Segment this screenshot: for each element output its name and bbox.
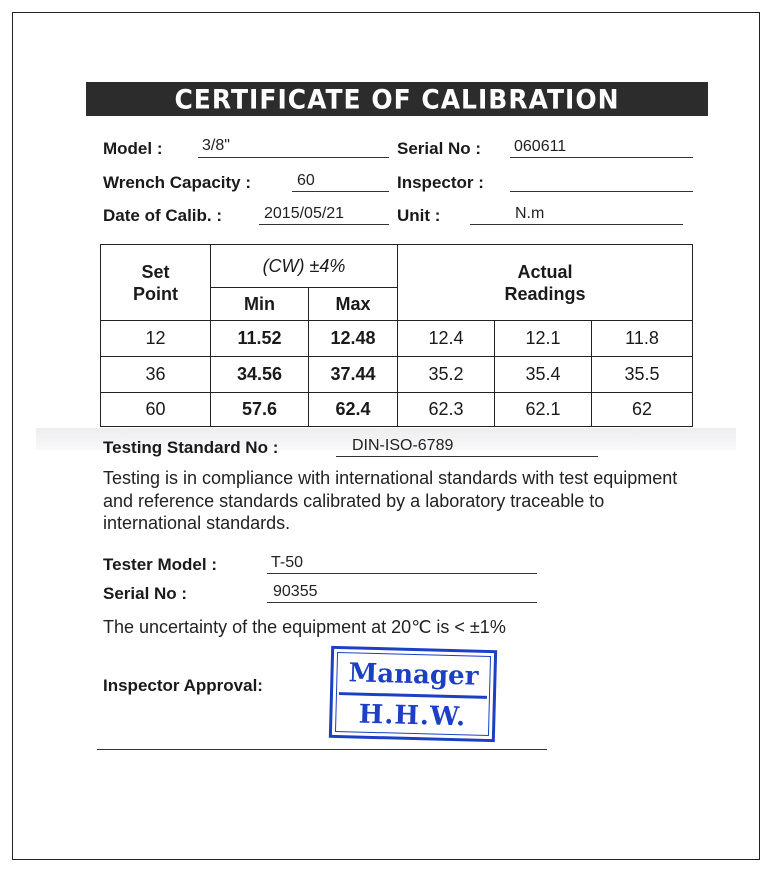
inspector-underline (510, 191, 693, 192)
tester-serial-label: Serial No : (103, 584, 188, 603)
date-value: 2015/05/21 (264, 205, 345, 222)
inspector-label: Inspector : (397, 173, 484, 192)
min-header: Min (211, 288, 309, 321)
reading-cell: 12.4 (398, 321, 495, 357)
unit-value: N.m (515, 205, 545, 222)
testing-standard-underline (336, 456, 598, 457)
title-banner (86, 82, 708, 116)
serial-underline (510, 157, 693, 158)
max-cell: 37.44 (309, 357, 398, 393)
set-point-header (101, 245, 211, 321)
set-point-cell: 12 (101, 321, 211, 357)
actual-header-line1: Actual (517, 261, 573, 282)
calibration-table (100, 244, 693, 427)
tester-model-label: Tester Model : (103, 555, 217, 574)
serial-label: Serial No : (397, 139, 482, 158)
stamp-initials: H.H.W. (358, 699, 467, 732)
reading-cell: 62 (592, 393, 693, 427)
reading-cell: 62.1 (495, 393, 592, 427)
set-point-header-line1: Set (141, 261, 170, 282)
model-value: 3/8" (202, 137, 230, 154)
tester-model-underline (267, 573, 537, 574)
table-header-row (101, 245, 693, 288)
compliance-statement: Testing is in compliance with international standards with test equipment and reference standards calibrated by a laboratory traceable to international standards. (103, 468, 678, 533)
unit-label: Unit : (397, 206, 441, 225)
tester-serial-value: 90355 (273, 583, 318, 600)
testing-standard-label: Testing Standard No : (103, 438, 279, 457)
model-underline (198, 157, 389, 158)
reading-cell: 62.3 (398, 393, 495, 427)
stamp-title: Manager (339, 654, 488, 699)
max-cell: 62.4 (309, 393, 398, 427)
uncertainty-statement: The uncertainty of the equipment at 20℃ is < ±1% (103, 617, 506, 637)
table-row (101, 357, 693, 393)
min-cell: 11.52 (211, 321, 309, 357)
set-point-cell: 60 (101, 393, 211, 427)
reading-cell: 35.4 (495, 357, 592, 393)
reading-cell: 11.8 (592, 321, 693, 357)
serial-value: 060611 (514, 138, 567, 155)
reading-cell: 35.2 (398, 357, 495, 393)
tester-model-value: T-50 (271, 554, 304, 571)
max-header: Max (309, 288, 398, 321)
model-label: Model : (103, 139, 163, 158)
capacity-label: Wrench Capacity : (103, 173, 252, 192)
approval-signature-line (97, 749, 547, 750)
unit-underline (470, 224, 683, 225)
table-row (101, 393, 693, 427)
reading-cell: 35.5 (592, 357, 693, 393)
min-cell: 34.56 (211, 357, 309, 393)
set-point-header-line2: Point (133, 283, 178, 304)
actual-readings-header (398, 245, 693, 321)
min-cell: 57.6 (211, 393, 309, 427)
tolerance-header: (CW) ±4% (211, 245, 398, 288)
reading-cell: 12.1 (495, 321, 592, 357)
date-label: Date of Calib. : (103, 206, 223, 225)
capacity-underline (292, 191, 389, 192)
actual-header-line2: Readings (504, 283, 586, 304)
tester-serial-underline (267, 602, 537, 603)
manager-stamp (329, 646, 497, 742)
date-underline (259, 224, 389, 225)
max-cell: 12.48 (309, 321, 398, 357)
inspector-approval-label: Inspector Approval: (103, 676, 263, 695)
table-row (101, 321, 693, 357)
capacity-value: 60 (297, 172, 315, 189)
certificate-title: CERTIFICATE OF CALIBRATION (174, 83, 620, 115)
testing-standard-value: DIN-ISO-6789 (352, 437, 454, 454)
set-point-cell: 36 (101, 357, 211, 393)
